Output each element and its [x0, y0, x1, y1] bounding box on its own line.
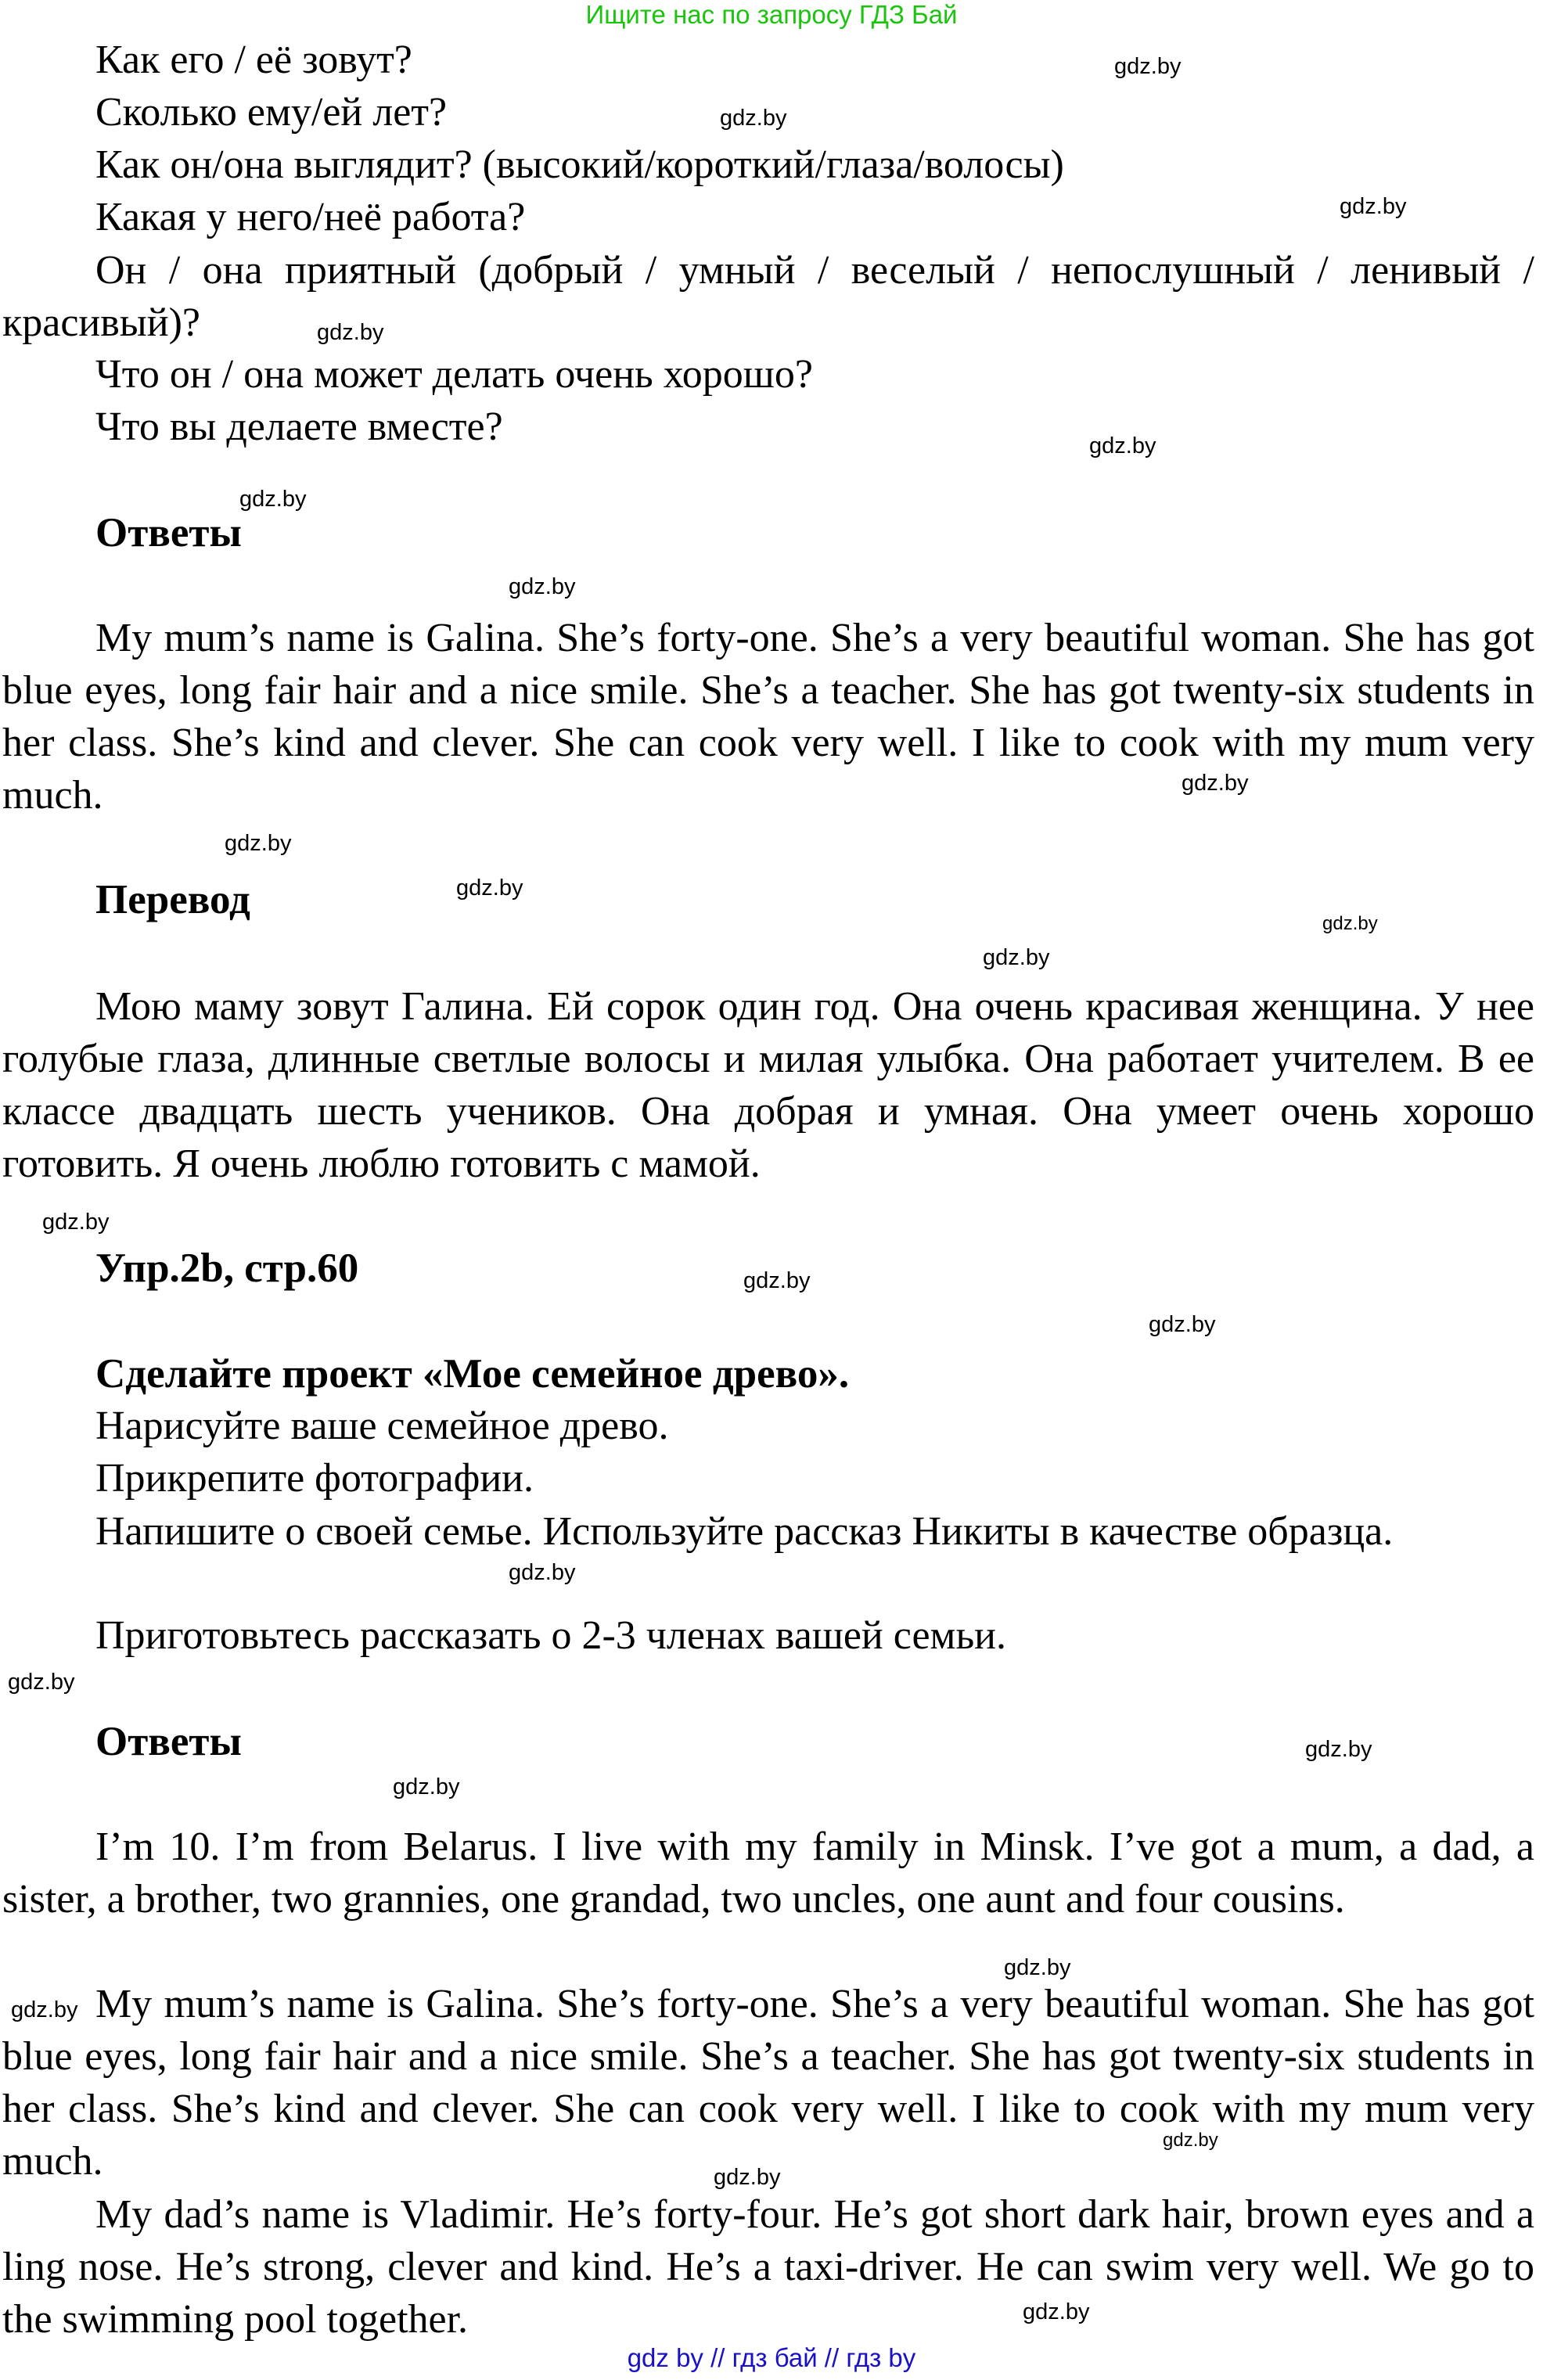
exercise-heading: Упр.2b, стр.60: [95, 1246, 359, 1291]
translation-paragraph: Мою маму зовут Галина. Ей сорок один год. Она очень красивая женщина. У нее голубые глаза, длинные светлые волосы и милая улыбка. Она работает учителем. В ее классе двадцать шесть учеников. Она добрая и умная. Она умеет очень хорошо готовить. Я очень люблю готовить с мамой.: [2, 984, 1534, 1186]
question-line: Как его / её зовут?: [95, 38, 412, 82]
question-line: Какая у него/неё работа?: [95, 195, 526, 239]
watermark: gdz.by: [1004, 1955, 1071, 1980]
watermark: gdz.by: [225, 831, 292, 856]
watermark: gdz.by: [1089, 433, 1156, 458]
answer-paragraph: My mum’s name is Galina. She’s forty-one. She’s a very beautiful woman. She has got blue eyes, long fair hair and a nice smile. She’s a teacher. She has got twenty-six students in her class. She’s kind and clever. She can cook very well. I like to cook with my mum very much.: [2, 616, 1534, 818]
watermark: gdz.by: [1305, 1737, 1372, 1762]
watermark: gdz.by: [1340, 194, 1407, 219]
watermark: gdz.by: [11, 1997, 78, 2022]
watermark: gdz.by: [1114, 54, 1182, 79]
watermark: gdz.by: [743, 1268, 811, 1293]
watermark: gdz.by: [1023, 2299, 1090, 2324]
top-banner: Ищите нас по запросу ГДЗ Бай: [585, 0, 958, 29]
watermark: gdz.by: [239, 487, 307, 512]
question-line: Что вы делаете вместе?: [95, 404, 503, 449]
watermark: gdz.by: [317, 320, 384, 345]
answer-paragraph: My dad’s name is Vladimir. He’s forty-four. He’s got short dark hair, brown eyes and a ling nose. He’s strong, clever and kind. He’s a taxi-driver. He can swim very well. We go to the swimming pool together.: [2, 2192, 1534, 2342]
translation-heading: Перевод: [95, 877, 250, 922]
watermark: gdz.by: [8, 1670, 75, 1695]
watermark: gdz.by: [714, 2165, 781, 2190]
watermark: gdz.by: [456, 875, 523, 901]
answer-paragraph: I’m 10. I’m from Belarus. I live with my family in Minsk. I’ve got a mum, a dad, a sister, a brother, two grannies, one grandad, two uncles, one aunt and four cousins.: [2, 1825, 1534, 1922]
watermark: gdz.by: [1149, 1312, 1216, 1337]
watermark: gdz.by: [720, 106, 787, 131]
task-line: Прикрепите фотографии.: [95, 1456, 534, 1501]
watermark: gdz.by: [393, 1774, 460, 1799]
task-line: Приготовьтесь рассказать о 2-3 членах вашей семьи.: [95, 1613, 1007, 1658]
question-line: Сколько ему/ей лет?: [95, 90, 448, 135]
task-paragraph: Напишите о своей семье. Используйте рассказ Никиты в качестве образца.: [95, 1509, 1394, 1554]
watermark: gdz.by: [1182, 771, 1249, 796]
answers-heading: Ответы: [95, 1719, 242, 1764]
watermark: gdz.by: [42, 1210, 110, 1235]
watermark: gdz.by: [1322, 913, 1378, 934]
footer-text: gdz by // гдз бай // гдз by: [627, 2343, 916, 2372]
answer-paragraph: My mum’s name is Galina. She’s forty-one. She’s a very beautiful woman. She has got blue eyes, long fair hair and a nice smile. She’s a teacher. She has got twenty-six students in her class. She’s kind and clever. She can cook very well. I like to cook with my mum very much.: [2, 1982, 1534, 2184]
task-line: Нарисуйте ваше семейное древо.: [95, 1404, 669, 1448]
task-heading: Сделайте проект «Мое семейное древо».: [95, 1351, 850, 1397]
question-line: Как он/она выглядит? (высокий/короткий/глаза/волосы): [95, 142, 1064, 187]
watermark: gdz.by: [983, 945, 1050, 970]
watermark: gdz.by: [1163, 2130, 1218, 2151]
question-line: Что он / она может делать очень хорошо?: [95, 352, 813, 397]
watermark: gdz.by: [509, 574, 576, 599]
question-paragraph: Он / она приятный (добрый / умный / веселый / непослушный / ленивый / красивый)?: [2, 248, 1534, 345]
watermark: gdz.by: [509, 1560, 576, 1585]
answers-heading: Ответы: [95, 510, 242, 555]
